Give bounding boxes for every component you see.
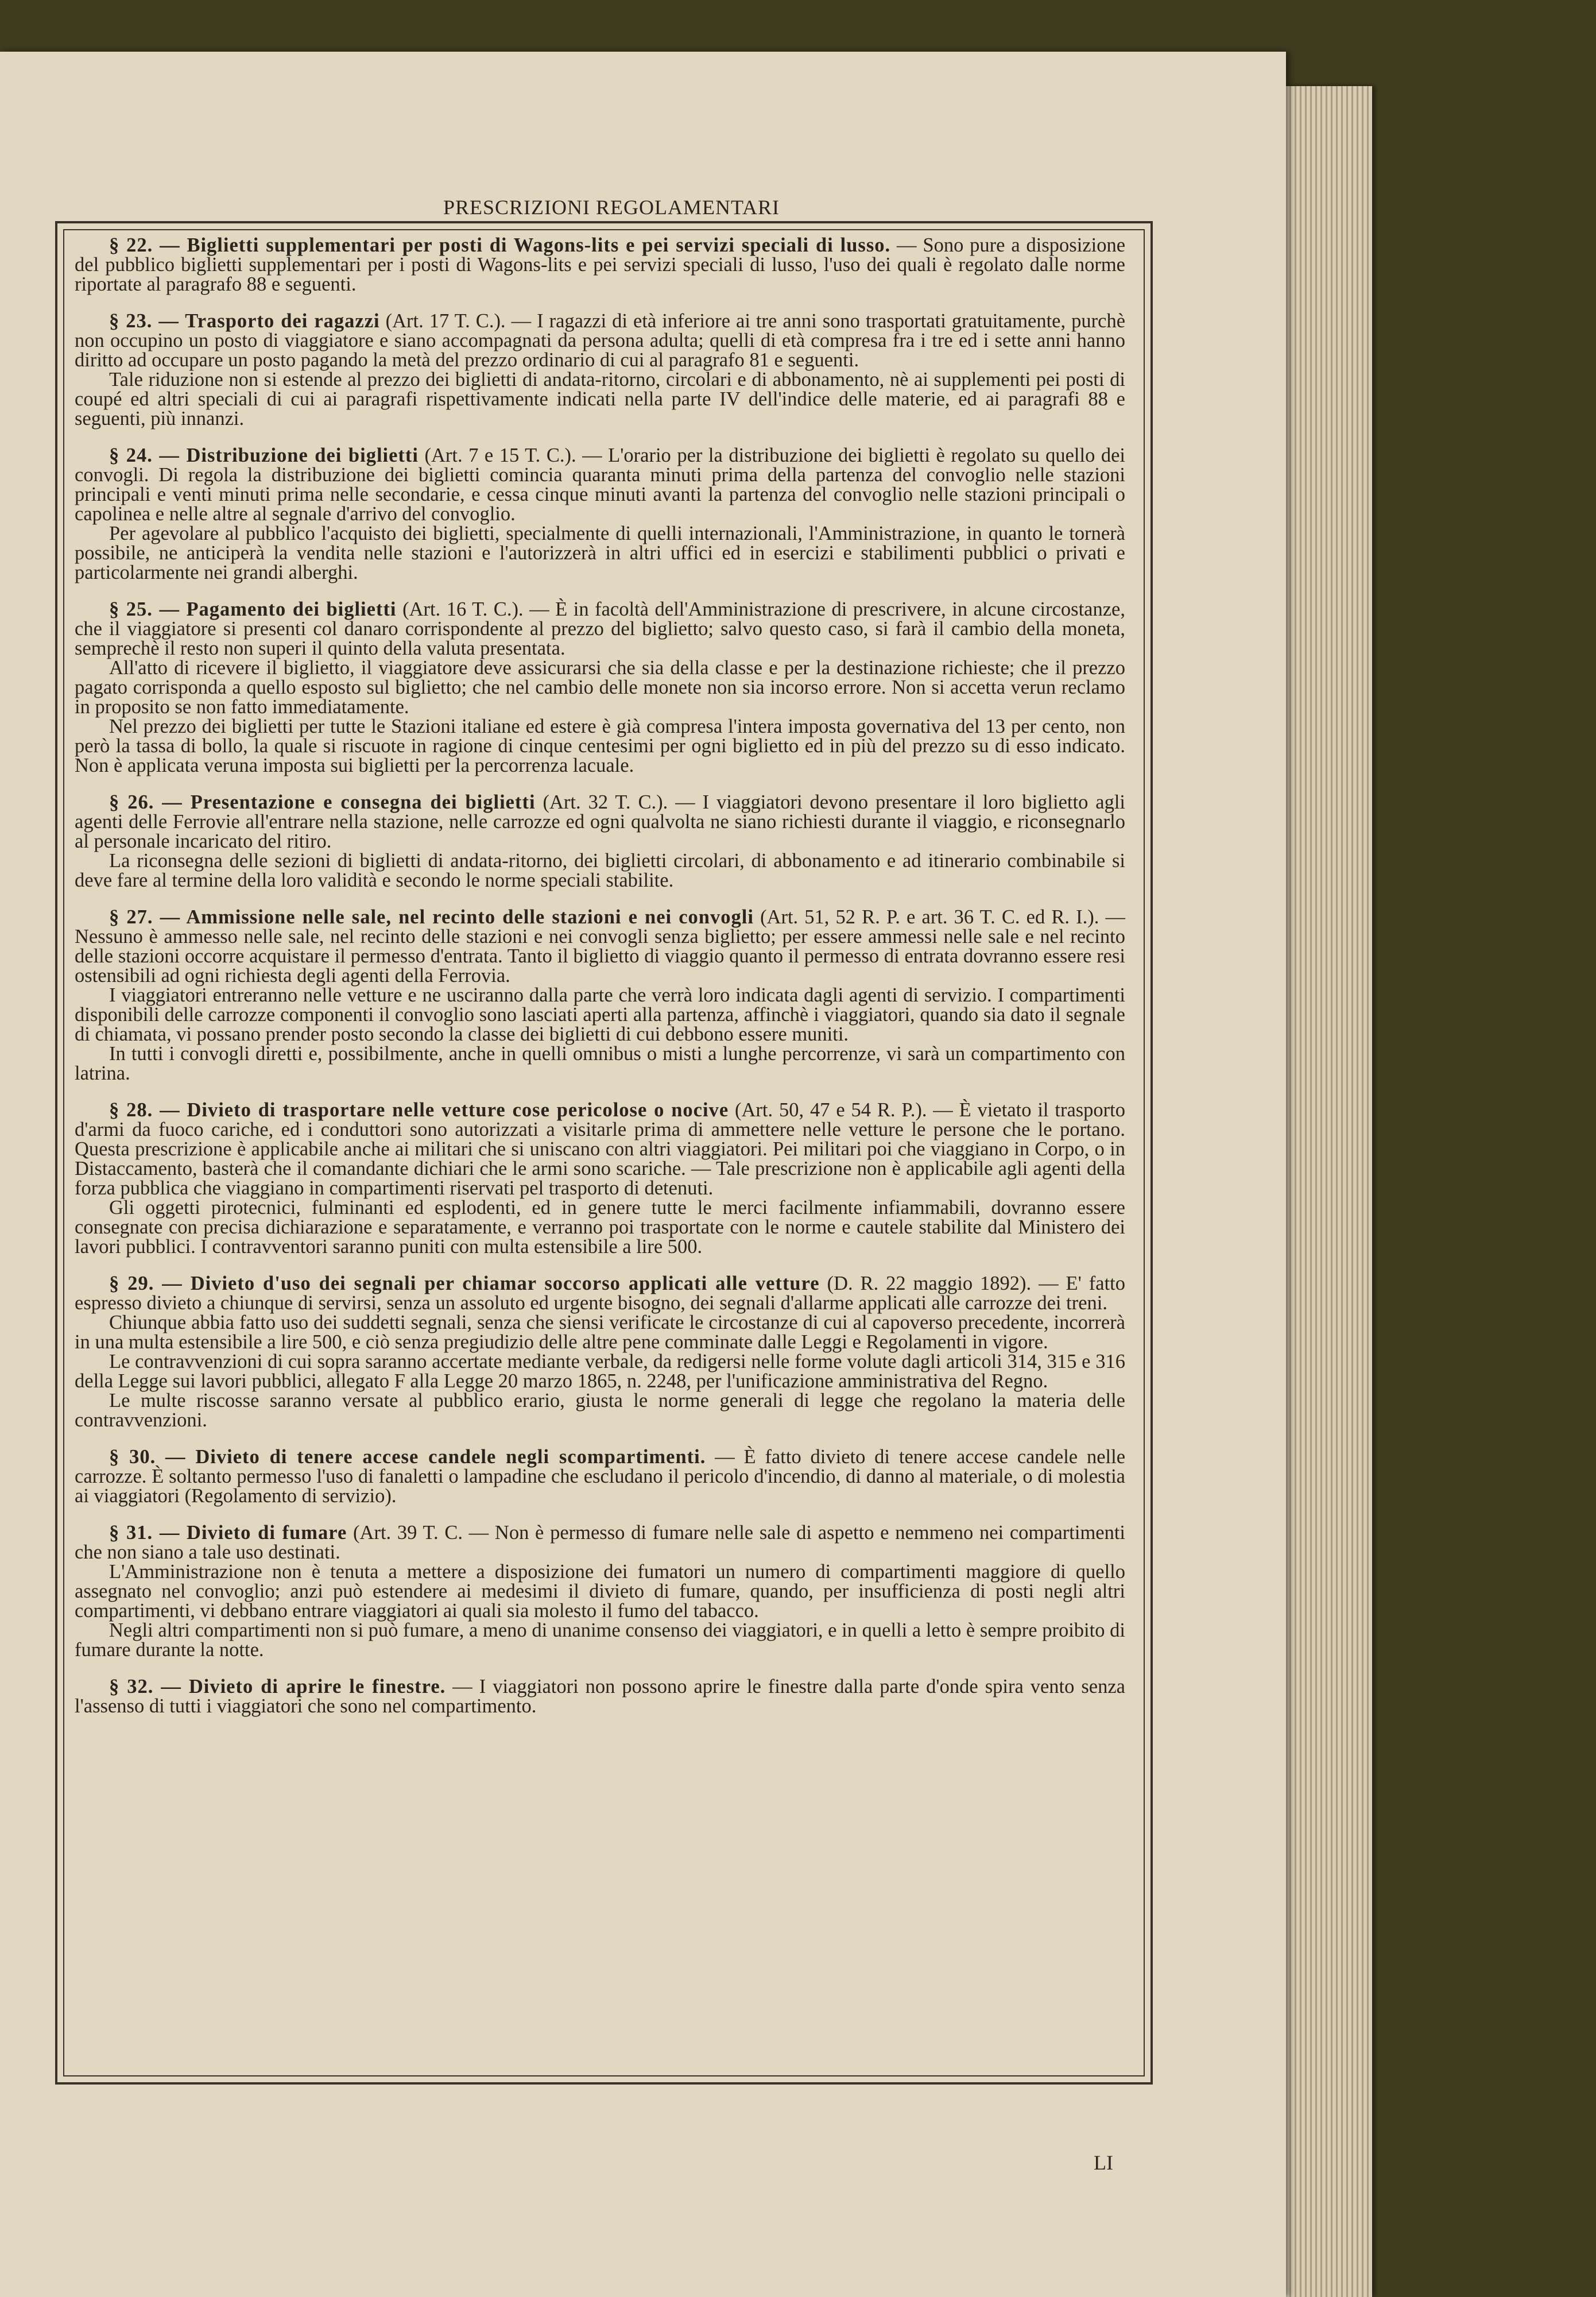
paragraph-text: (D. R. 22 maggio 1892). — E' fatto espresso divieto a chiunque di servirsi, senza un assoluto ed urgente bisogno, dei segnali d'allarme applicati alle carrozze dei treni. (75, 1273, 1126, 1314)
paragraph (75, 1391, 1125, 1430)
paragraph (75, 792, 1125, 851)
section (75, 792, 1125, 890)
paragraph-text: (Art. 17 T. C.). — I ragazzi di età inferiore ai tre anni sono trasportati gratuitamente, purchè non occupino un posto di viaggiatore e siano accompagnati da persona adulta; quelli di età compresa fra i tre ed i sette anni hanno diritto ad occupare un posto pagando la metà del prezzo ordinario di cui al paragrafo 81 e seguenti. (75, 310, 1126, 371)
paragraph (75, 600, 1125, 658)
section (75, 1447, 1125, 1506)
paragraph-text: (Art. 51, 52 R. P. e art. 36 T. C. ed R. I.). — Nessuno è ammesso nelle sale, nel recinto delle stazioni e nei convogli senza biglietto; per essere ammessi nelle sale e nel recinto delle stazioni occorre acquistare il permesso d'entrata. Tanto il biglietto di viaggio quanto il permesso di entrata dovranno essere resi ostensibili ad ogni richiesta degli agenti della Ferrovia. (75, 906, 1125, 987)
paragraph-text: All'atto di ricevere il biglietto, il viaggiatore deve assicurarsi che sia della classe e per la destinazione richieste; che il prezzo pagato corrisponda a quello esposto sul biglietto; che nel cambio delle monete non sia incorso errore. Non si accetta verun reclamo in proposito se non fatto immediatamente. (75, 657, 1125, 718)
paragraph-text: In tutti i convogli diretti e, possibilmente, anche in quelli omnibus o misti a lunghe percorrenze, vi sarà un compartimento con latrina. (75, 1043, 1125, 1084)
section-heading: § 24. — Distribuzione dei biglietti (109, 444, 419, 466)
paragraph-text: (Art. 16 T. C.). — È in facoltà dell'Amministrazione di prescrivere, in alcune circostanze, che il viaggiatore si presenti col danaro corrispondente al prezzo del biglietto; salvo questo caso, si farà il cambio della moneta, semprechè il resto non superi il quinto della valuta presentata. (75, 598, 1125, 659)
paragraph-text: L'Amministrazione non è tenuta a mettere a disposizione dei fumatori un numero di compartimenti maggiore di quello assegnato nel convoglio; anzi può estendere ai medesimi il divieto di fumare, quando, per insufficienza di posti negli altri compartimenti, vi debbano entrare viaggiatori ai quali sia molesto il fumo del tabacco. (75, 1561, 1125, 1622)
paragraph (75, 1274, 1125, 1313)
paragraph (75, 907, 1125, 985)
paragraph (75, 1100, 1125, 1198)
section (75, 600, 1125, 775)
section-heading: § 25. — Pagamento dei biglietti (109, 598, 397, 620)
section (75, 1274, 1125, 1430)
paragraph (75, 370, 1125, 428)
paragraph-text: Tale riduzione non si estende al prezzo dei biglietti di andata-ritorno, circolari e di abbonamento, nè ai supplementi pei posti di coupé ed altri speciali di cui ai paragrafi rispettivamente indicati nella parte IV dell'indice delle materie, ed ai paragrafi 88 e seguenti, più innanzi. (75, 369, 1125, 430)
paragraph (75, 1313, 1125, 1352)
section (75, 1100, 1125, 1256)
section (75, 235, 1125, 294)
section-heading: § 28. — Divieto di trasportare nelle vetture cose pericolose o nocive (109, 1099, 729, 1121)
section-heading: § 32. — Divieto di aprire le finestre. (109, 1676, 446, 1697)
section-heading: § 22. — Biglietti supplementari per posti di Wagons-lits e pei servizi speciali di lusso. (109, 234, 891, 256)
paragraph-text: (Art. 50, 47 e 54 R. P.). — È vietato il trasporto d'armi da fuoco cariche, ed i conduttori sono autorizzati a visitarle prima di ammettere nelle vetture le persone che le portano. Questa prescrizione è applicabile anche ai militari che si uniscano con altri viaggiatori. Pei militari poi che viaggiano in Corpo, o in Distaccamento, basterà che il comandante dichiari che le armi sono scariche. — Tale prescrizione non è applicabile agli agenti della forza pubblica che viaggiano in compartimenti riservati pel trasporto di detenuti. (75, 1099, 1126, 1199)
section (75, 446, 1125, 582)
section-heading: § 31. — Divieto di fumare (109, 1522, 347, 1544)
paragraph-text: Le multe riscosse saranno versate al pubblico erario, giusta le norme generali di legge che regolano la materia delle contravvenzioni. (75, 1390, 1125, 1431)
paragraph-text: Gli oggetti pirotecnici, fulminanti ed esplodenti, ed in genere tutte le merci facilmente infiammabili, dovranno essere consegnate con precisa dichiarazione e separatamente, e verranno poi trasportate con le norme e cautele stabilite dal Ministero dei lavori pubblici. I contravventori saranno puniti con multa estensibile a lire 500. (75, 1197, 1125, 1258)
paragraph (75, 446, 1125, 524)
paragraph (75, 1447, 1125, 1506)
section (75, 311, 1125, 428)
paragraph-text: Chiunque abbia fatto uso dei suddetti segnali, senza che siensi verificate le circostanze di cui al capoverso precedente, incorrerà in una multa estensibile a lire 500, e ciò senza pregiudizio delle altre pene comminate dalle Leggi e Regolamenti in vigore. (75, 1312, 1125, 1353)
paragraph-text: La riconsegna delle sezioni di biglietti di andata-ritorno, dei biglietti circolari, di abbonamento e ad itinerario combinabile si deve fare al termine della loro validità e secondo le norme speciali stabilite. (75, 850, 1125, 891)
paragraph (75, 717, 1125, 775)
paragraph-text: — Sono pure a disposizione del pubblico biglietti supplementari per i posti di Wagons-lits e pei servizi speciali di lusso, l'uso dei quali è regolato dalle norme riportate al paragrafo 88 e seguenti. (75, 234, 1126, 295)
paragraph (75, 658, 1125, 717)
section (75, 1523, 1125, 1660)
paragraph (75, 851, 1125, 890)
paragraph-text: — I viaggiatori non possono aprire le finestre dalla parte d'onde spira vento senza l'assenso di tutti i viaggiatori che sono nel compartimento. (75, 1676, 1125, 1717)
paragraph (75, 311, 1125, 370)
paragraph-text: (Art. 7 e 15 T. C.). — L'orario per la distribuzione dei biglietti è regolato su quello dei convogli. Di regola la distribuzione dei biglietti comincia quaranta minuti prima della partenza del convoglio nelle stazioni principali e venti minuti prima nelle secondarie, e cessa cinque minuti avanti la partenza del convoglio nelle stazioni principali o capolinea e nelle altre al segnale d'arrivo del convoglio. (75, 444, 1125, 525)
paragraph-text: Per agevolare al pubblico l'acquisto dei biglietti, specialmente di quelli internazionali, l'Amministrazione, in quanto le tornerà possibile, ne anticiperà la vendita nelle stazioni e l'autorizzerà in altri uffici ed in esercizi e stabilimenti pubblici o privati e particolarmente nei grandi alberghi. (75, 523, 1125, 583)
section-heading: § 30. — Divieto di tenere accese candele negli scompartimenti. (109, 1446, 706, 1468)
page-number: LI (1094, 2151, 1113, 2174)
paragraph (75, 1352, 1125, 1391)
section-heading: § 23. — Trasporto dei ragazzi (109, 310, 380, 332)
paragraph (75, 1562, 1125, 1621)
running-head: PRESCRIZIONI REGOLAMENTARI (443, 196, 780, 219)
section (75, 907, 1125, 1083)
paragraph-text: Negli altri compartimenti non si può fumare, a meno di unanime consenso dei viaggiatori, e in quelli a letto è sempre proibito di fumare durante la notte. (75, 1619, 1125, 1661)
paragraph-text: Nel prezzo dei biglietti per tutte le Stazioni italiane ed estere è già compresa l'intera imposta governativa del 13 per cento, non però la tassa di bollo, la quale si riscuote in ragione di cinque centesimi per ogni biglietto ed in più del prezzo su di esso indicato. Non è applicata veruna imposta sui biglietti per la percorrenza lacuale. (75, 716, 1125, 776)
paragraph (75, 985, 1125, 1044)
regulations-text (75, 235, 1125, 1716)
section-heading: § 27. — Ammissione nelle sale, nel recinto delle stazioni e nei convogli (109, 906, 754, 928)
paragraph (75, 1677, 1125, 1716)
paragraph-text: (Art. 32 T. C.). — I viaggiatori devono presentare il loro biglietto agli agenti delle Ferrovie all'entrare nella stazione, nelle carrozze ed ogni qualvolta ne siano richiesti durante il viaggio, e riconsegnarlo al personale incaricato del ritiro. (75, 791, 1125, 852)
paragraph-text: (Art. 39 T. C. — Non è permesso di fumare nelle sale di aspetto e nemmeno nei compartimenti che non siano a tale uso destinati. (75, 1522, 1126, 1563)
paragraph (75, 1044, 1125, 1083)
book-page-edges (1286, 86, 1372, 2297)
paragraph-text: — È fatto divieto di tenere accese candele nelle carrozze. È soltanto permesso l'uso di fanaletti o lampadine che escludano il pericolo d'incendio, di danno al materiale, o di molestia ai viaggiatori (Regolamento di servizio). (75, 1446, 1126, 1507)
paragraph-text: Le contravvenzioni di cui sopra saranno accertate mediante verbale, da redigersi nelle forme volute dagli articoli 314, 315 e 316 della Legge sui lavori pubblici, allegato F alla Legge 20 marzo 1865, n. 2248, per l'unificazione amministrativa del Regno. (75, 1351, 1125, 1392)
paragraph (75, 235, 1125, 294)
paragraph (75, 1198, 1125, 1256)
paragraph (75, 1523, 1125, 1562)
section (75, 1677, 1125, 1716)
section-heading: § 29. — Divieto d'uso dei segnali per chiamar soccorso applicati alle vetture (109, 1273, 820, 1294)
paragraph-text: I viaggiatori entreranno nelle vetture e ne usciranno dalla parte che verrà loro indicata dagli agenti di servizio. I compartimenti disponibili delle carrozze componenti il convoglio sono lasciati aperti alla partenza, affinchè i viaggiatori, quando sia dato il segnale di chiamata, vi possano prender posto secondo la classe dei biglietti di cui debbono essere muniti. (75, 984, 1125, 1045)
section-heading: § 26. — Presentazione e consegna dei biglietti (109, 791, 536, 813)
paragraph (75, 1621, 1125, 1660)
paragraph (75, 524, 1125, 582)
